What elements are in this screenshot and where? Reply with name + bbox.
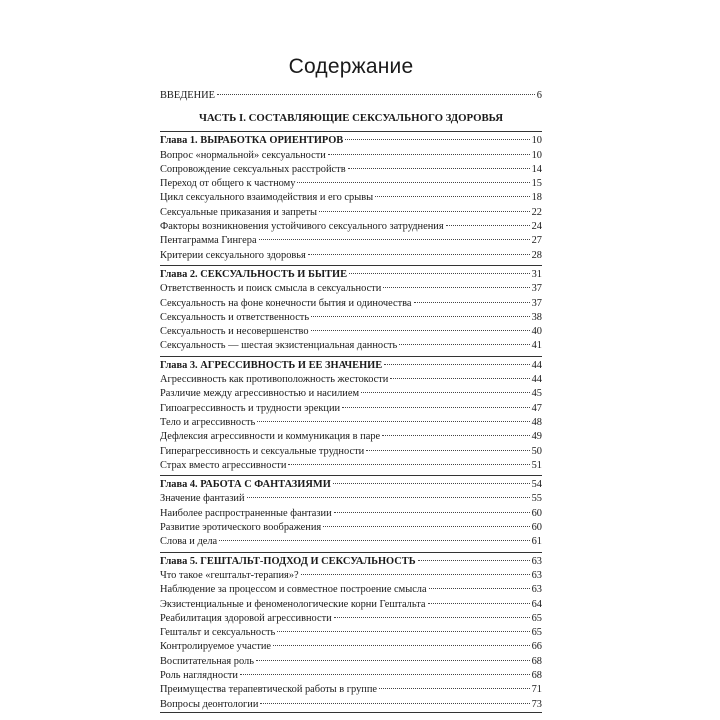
toc-entry	[160, 569, 542, 583]
toc-page	[160, 55, 542, 713]
toc-entry-title: Цикл сексуального взаимодействия и его срывы	[160, 192, 374, 204]
toc-entry-page: 37	[531, 283, 542, 295]
toc-entry	[160, 220, 542, 234]
chapter-heading	[160, 265, 542, 282]
toc-entry-title: Критерии сексуального здоровья	[160, 249, 306, 261]
toc-entry-title: Воспитательная роль	[160, 655, 254, 667]
dot-leader	[429, 588, 530, 589]
dot-leader	[334, 512, 530, 513]
toc-entry	[160, 598, 542, 612]
toc-entry-page: 60	[531, 522, 542, 534]
dot-leader	[382, 435, 529, 436]
chapter-page: 44	[531, 359, 542, 371]
dot-leader	[260, 703, 529, 704]
toc-entry-title: Сексуальность на фоне конечности бытия и одиночества	[160, 297, 412, 309]
chapter-page: 54	[531, 479, 542, 491]
toc-entry	[160, 163, 542, 177]
toc-entry-title: Ответственность и поиск смысла в сексуальности	[160, 283, 382, 295]
toc-entry-title: Реабилитация здоровой агрессивности	[160, 612, 332, 624]
toc-entry	[160, 655, 542, 669]
chapter-title	[160, 268, 347, 282]
toc-entry-title: Вопрос «нормальной» сексуальности	[160, 149, 326, 161]
chapter-list	[160, 131, 542, 712]
toc-entry-page: 64	[531, 598, 542, 610]
toc-entry-page: 66	[531, 641, 542, 653]
toc-entry	[160, 492, 542, 506]
toc-entry	[160, 430, 542, 444]
dot-leader	[334, 617, 530, 618]
chapter-heading	[160, 552, 542, 569]
toc-entry-page: 65	[531, 627, 542, 639]
chapter-title	[160, 555, 416, 569]
toc-entry-page: 28	[531, 249, 542, 261]
toc-entry-title: Слова и дела	[160, 536, 218, 548]
chapter-page: 31	[531, 268, 542, 280]
toc-entry-title: Дефлексия агрессивности и коммуникация в паре	[160, 431, 381, 443]
toc-entry	[160, 445, 542, 459]
toc-entry	[160, 459, 542, 473]
chapter-heading	[160, 131, 542, 148]
toc-entry-page: 71	[531, 684, 542, 696]
dot-leader	[288, 464, 529, 465]
dot-leader	[342, 407, 530, 408]
toc-entry-title: Различие между агрессивностью и насилием	[160, 388, 360, 400]
toc-entry-page: 44	[531, 374, 542, 386]
chapter-heading	[160, 475, 542, 492]
toc-entry	[160, 249, 542, 263]
toc-entry-page: 49	[531, 431, 542, 443]
toc-entry	[160, 683, 542, 697]
chapter-label: Глава 5.	[160, 555, 198, 567]
toc-entry-page: 50	[531, 445, 542, 457]
dot-leader	[259, 239, 530, 240]
dot-leader	[379, 688, 530, 689]
dot-leader	[323, 526, 529, 527]
dot-leader	[383, 287, 529, 288]
dot-leader	[247, 497, 530, 498]
toc-entry-page: 24	[531, 221, 542, 233]
dot-leader	[297, 182, 529, 183]
chapter-page: 63	[531, 555, 542, 567]
toc-entry-page: 47	[531, 402, 542, 414]
toc-entry-page: 65	[531, 612, 542, 624]
toc-entry-page: 6	[536, 90, 542, 101]
toc-entry	[160, 626, 542, 640]
toc-entry-page: 27	[531, 235, 542, 247]
toc-entry-page: 10	[531, 149, 542, 161]
dot-leader	[240, 674, 530, 675]
toc-entry-page: 22	[531, 206, 542, 218]
toc-entry-title: Развитие эротического воображения	[160, 522, 322, 534]
dot-leader	[333, 483, 530, 484]
toc-entry-title: Гипоагрессивность и трудности эрекции	[160, 402, 341, 414]
toc-entry-title: Переход от общего к частному	[160, 178, 296, 190]
toc-entry	[160, 339, 542, 353]
toc-entry-page: 40	[531, 326, 542, 338]
toc-entry-title: Пентаграмма Гингера	[160, 235, 257, 247]
chapter-heading	[160, 356, 542, 373]
toc-entry-title: Страх вместо агрессивности	[160, 459, 287, 471]
dot-leader	[384, 364, 529, 365]
dot-leader	[308, 254, 530, 255]
toc-entry	[160, 234, 542, 248]
toc-entry-page: 63	[531, 584, 542, 596]
dot-leader	[311, 330, 530, 331]
dot-leader	[256, 660, 530, 661]
toc-entry	[160, 535, 542, 549]
toc-entry-page: 63	[531, 569, 542, 581]
toc-entry-title: Наиболее распространенные фантазии	[160, 507, 332, 519]
bottom-rule	[160, 712, 542, 713]
chapter-label: Глава 4.	[160, 479, 198, 491]
toc-entry-page: 37	[531, 297, 542, 309]
toc-entry-page: 48	[531, 416, 542, 428]
dot-leader	[414, 302, 530, 303]
chapter-name: РАБОТА С ФАНТАЗИЯМИ	[200, 479, 331, 491]
toc-entry	[160, 583, 542, 597]
toc-entry-page: 15	[531, 178, 542, 190]
page-title: Содержание	[288, 55, 414, 78]
chapter-label: Глава 2.	[160, 268, 198, 280]
toc-entry-page: 68	[531, 655, 542, 667]
toc-entry-page: 14	[531, 163, 542, 175]
dot-leader	[361, 392, 530, 393]
toc-entry-title: Преимущества терапевтической работы в группе	[160, 684, 377, 696]
toc-entry-title: ВВЕДЕНИЕ	[160, 90, 215, 101]
toc-entry-title: Контролируемое участие	[160, 641, 272, 653]
toc-entry-page: 45	[531, 388, 542, 400]
dot-leader	[219, 540, 529, 541]
toc-entry-title: Сексуальность и ответственность	[160, 311, 310, 323]
dot-leader	[273, 645, 530, 646]
toc-entry-title: Агрессивность как противоположность жестокости	[160, 374, 389, 386]
toc-entry-title: Наблюдение за процессом и совместное построение смысла	[160, 584, 427, 596]
dot-leader	[257, 421, 529, 422]
toc-entry	[160, 149, 542, 163]
toc-entry-title: Что такое «гештальт-терапия»?	[160, 569, 299, 581]
toc-entry	[160, 387, 542, 401]
toc-entry	[160, 325, 542, 339]
toc-entry-title: Экзистенциальные и феноменологические корни Гештальта	[160, 598, 426, 610]
dot-leader	[319, 211, 530, 212]
toc-entry	[160, 612, 542, 626]
toc-entry-page: 61	[531, 536, 542, 548]
dot-leader	[399, 344, 529, 345]
toc-entry-title: Гиперагрессивность и сексуальные трудности	[160, 445, 365, 457]
toc-entry-title: Роль наглядности	[160, 669, 238, 681]
dot-leader	[301, 574, 530, 575]
dot-leader	[348, 168, 530, 169]
chapter-title	[160, 478, 331, 492]
toc-entry-title: Значение фантазий	[160, 493, 245, 505]
chapter-name: ГЕШТАЛЬТ-ПОДХОД И СЕКСУАЛЬНОСТЬ	[200, 555, 416, 567]
toc-entry	[160, 311, 542, 325]
chapter-page: 10	[531, 135, 542, 147]
toc-entry	[160, 507, 542, 521]
chapter-label: Глава 1.	[160, 135, 198, 147]
dot-leader	[366, 450, 529, 451]
chapter-name: СЕКСУАЛЬНОСТЬ И БЫТИЕ	[200, 268, 348, 280]
toc-entry-page: 60	[531, 507, 542, 519]
toc-entry-title: Гештальт и сексуальность	[160, 627, 276, 639]
toc-entry	[160, 669, 542, 683]
dot-leader	[418, 560, 530, 561]
dot-leader	[428, 603, 530, 604]
part-heading: ЧАСТЬ I. СОСТАВЛЯЮЩИЕ СЕКСУАЛЬНОГО ЗДОРОВЬЯ	[198, 112, 504, 125]
toc-entry-page: 18	[531, 192, 542, 204]
chapter-label: Глава 3.	[160, 359, 198, 371]
dot-leader	[345, 139, 529, 140]
dot-leader	[328, 154, 530, 155]
toc-entry-page: 41	[531, 340, 542, 352]
toc-entry-title: Вопросы деонтологии	[160, 698, 259, 710]
dot-leader	[277, 631, 529, 632]
dot-leader	[217, 94, 535, 95]
toc-entry	[160, 191, 542, 205]
toc-entry	[160, 416, 542, 430]
toc-entry	[160, 521, 542, 535]
toc-entry-title: Факторы возникновения устойчивого сексуального затруднения	[160, 221, 444, 233]
chapter-title	[160, 134, 343, 148]
chapter-name: ВЫРАБОТКА ОРИЕНТИРОВ	[200, 135, 344, 147]
dot-leader	[311, 316, 530, 317]
toc-entry-title: Сексуальные приказания и запреты	[160, 206, 318, 218]
toc-entry	[160, 698, 542, 712]
toc-entry	[160, 282, 542, 296]
toc-entry-page: 68	[531, 669, 542, 681]
dot-leader	[375, 196, 530, 197]
toc-entry-title: Сопровождение сексуальных расстройств	[160, 163, 346, 175]
toc-entry-title: Сексуальность — шестая экзистенциальная данность	[160, 340, 398, 352]
toc-entry	[160, 177, 542, 191]
toc-entry	[160, 402, 542, 416]
toc-entry-title: Сексуальность и несовершенство	[160, 326, 309, 338]
toc-entry	[160, 640, 542, 654]
toc-entry-title: Тело и агрессивность	[160, 416, 256, 428]
dot-leader	[446, 225, 530, 226]
toc-entry-intro	[160, 89, 542, 103]
dot-leader	[390, 378, 529, 379]
chapter-name: АГРЕССИВНОСТЬ И ЕЕ ЗНАЧЕНИЕ	[200, 359, 383, 371]
toc-entry-page: 73	[531, 698, 542, 710]
toc-entry-page: 38	[531, 311, 542, 323]
toc-entry	[160, 297, 542, 311]
chapter-title	[160, 359, 382, 373]
toc-entry-page: 51	[531, 459, 542, 471]
toc-entry-page: 55	[531, 493, 542, 505]
dot-leader	[349, 273, 530, 274]
toc-entry	[160, 206, 542, 220]
toc-entry	[160, 373, 542, 387]
